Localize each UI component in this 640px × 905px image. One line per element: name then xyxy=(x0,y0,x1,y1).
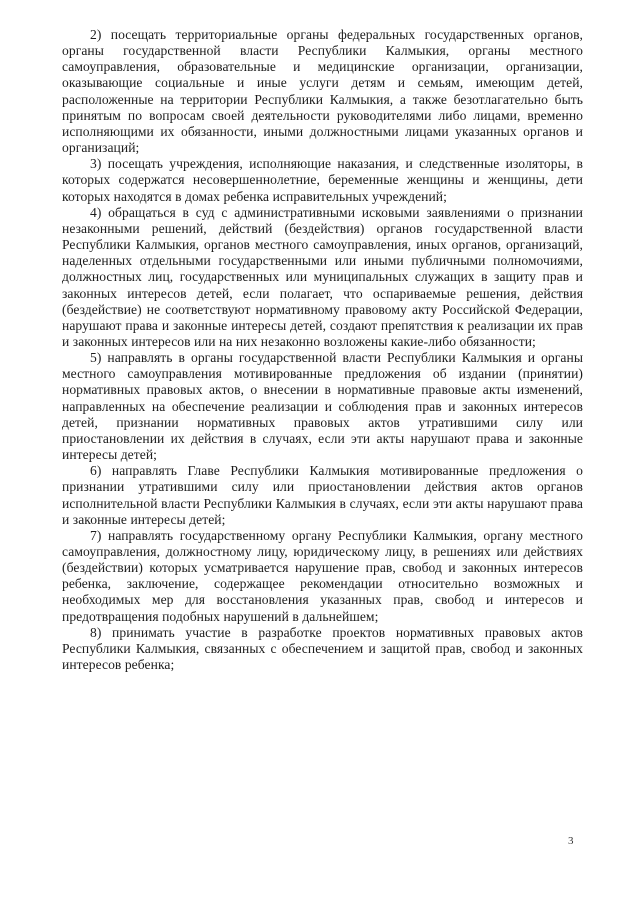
paragraph-item-8: 8) принимать участие в разработке проектов нормативных правовых актов Республики Калмыкия, связанных с обеспечением и защитой прав, свобод и законных интересов ребенка; xyxy=(62,624,583,673)
paragraph-item-5: 5) направлять в органы государственной власти Республики Калмыкия и органы местного самоуправления мотивированные предложения об издании (принятии) нормативных правовых актов, о внесении в нормативные правовые акты изменений, направленных на обеспечение реализации и соблюдения прав и законных интересов детей, признании нормативных правовых актов утратившими силу или приостановлении их действия в случаях, если эти акты нарушают права и законные интересы детей; xyxy=(62,350,583,463)
paragraph-item-6: 6) направлять Главе Республики Калмыкия мотивированные предложения о признании утратившими силу или приостановлении действия актов органов исполнительной власти Республики Калмыкия в случаях, если эти акты нарушают права и законные интересы детей; xyxy=(62,463,583,527)
paragraph-item-4: 4) обращаться в суд с административными исковыми заявлениями о признании незаконными решений, действий (бездействия) органов государственной власти Республики Калмыкия, органов местного самоуправления, иных органов, организаций, наделенных отдельными государственными или иными публичными полномочиями, должностных лиц, государственных или муниципальных служащих в защиту прав и законных интересов детей, если полагает, что оспариваемые решения, действия (бездействие) не соответствуют нормативному правовому акту Российской Федерации, нарушают права и законные интересы детей, создают препятствия к реализации их прав и законных интересов или на них незаконно возложены какие-либо обязанности; xyxy=(62,204,583,349)
page-number: 3 xyxy=(568,835,574,847)
paragraph-item-7: 7) направлять государственному органу Республики Калмыкия, органу местного самоуправления, должностному лицу, юридическому лицу, в решениях или действиях (бездействии) которых усматривается нарушение прав, свобод и законных интересов ребенка, заключение, содержащее рекомендации относительно возможных и необходимых мер для восстановления указанных прав, свобод и интересов и предотвращения подобных нарушений в дальнейшем; xyxy=(62,527,583,624)
paragraph-item-3: 3) посещать учреждения, исполняющие наказания, и следственные изоляторы, в которых содержатся несовершеннолетние, беременные женщины и женщины, дети которых находятся в домах ребенка исправительных учреждений; xyxy=(62,156,583,204)
paragraph-item-2: 2) посещать территориальные органы федеральных государственных органов, органы государственной власти Республики Калмыкия, органы местного самоуправления, образовательные и медицинские организации, организации, оказывающие социальные и иные услуги детям и семьям, имеющим детей, расположенные на территории Республики Калмыкия, а также безотлагательно быть принятым по вопросам своей деятельности руководителями либо лицами, временно исполняющими их обязанности, иными должностными лицами указанных органов и организаций; xyxy=(62,27,583,156)
document-body xyxy=(62,27,583,673)
